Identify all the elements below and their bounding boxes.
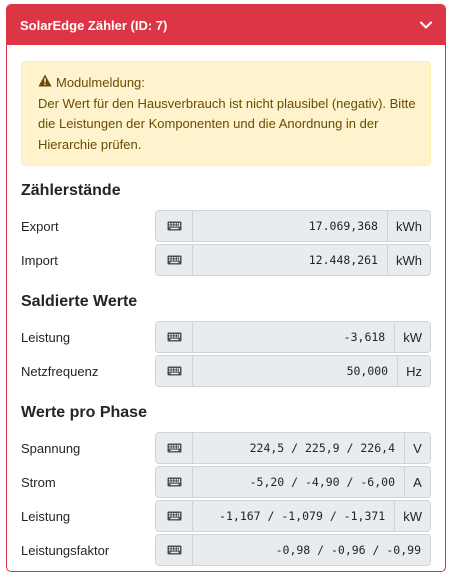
row-power-factor bbox=[21, 533, 431, 567]
row-label: Strom bbox=[21, 474, 56, 490]
field-unit: kW bbox=[394, 322, 430, 352]
power-factor-field[interactable] bbox=[155, 534, 431, 566]
field-unit: kWh bbox=[387, 211, 430, 241]
alert-title-row bbox=[38, 73, 416, 94]
solaredge-meter-card bbox=[6, 4, 446, 572]
import-field[interactable] bbox=[155, 244, 431, 276]
field-value: 224,5 / 225,9 / 226,4 bbox=[193, 433, 404, 463]
row-label: Leistungsfaktor bbox=[21, 542, 110, 558]
row-label: Export bbox=[21, 218, 59, 234]
row-label: Leistung bbox=[21, 329, 71, 345]
keyboard-icon bbox=[156, 245, 193, 275]
keyboard-icon bbox=[156, 467, 193, 497]
field-value: 17.069,368 bbox=[193, 211, 387, 241]
keyboard-icon bbox=[156, 433, 193, 463]
frequency-field[interactable] bbox=[155, 355, 431, 387]
field-unit: kWh bbox=[387, 245, 430, 275]
row-label: Netzfrequenz bbox=[21, 363, 99, 379]
field-unit: kW bbox=[394, 501, 430, 531]
voltage-field[interactable] bbox=[155, 432, 431, 464]
net-power-field[interactable] bbox=[155, 321, 431, 353]
field-unit: A bbox=[404, 467, 430, 497]
field-unit: V bbox=[404, 433, 430, 463]
field-value: 50,000 bbox=[193, 356, 397, 386]
field-value: -5,20 / -4,90 / -6,00 bbox=[193, 467, 404, 497]
current-field[interactable] bbox=[155, 466, 431, 498]
row-voltage bbox=[21, 431, 431, 465]
card-title: SolarEdge Zähler (ID: 7) bbox=[20, 17, 168, 33]
keyboard-icon bbox=[156, 322, 193, 352]
alert-title: Modulmeldung: bbox=[56, 75, 145, 90]
keyboard-icon bbox=[156, 535, 193, 565]
phase-power-field[interactable] bbox=[155, 500, 431, 532]
row-net-power bbox=[21, 320, 431, 354]
field-value: 12.448,261 bbox=[193, 245, 387, 275]
row-frequency bbox=[21, 354, 431, 388]
row-phase-power bbox=[21, 499, 431, 533]
field-unit: Hz bbox=[397, 356, 430, 386]
row-label: Import bbox=[21, 252, 58, 268]
card-header[interactable] bbox=[7, 5, 445, 45]
field-value: -3,618 bbox=[193, 322, 394, 352]
section-title-phase: Werte pro Phase bbox=[21, 404, 147, 421]
section-title-net: Saldierte Werte bbox=[21, 293, 138, 310]
card-body bbox=[7, 45, 445, 567]
section-title-meter: Zählerstände bbox=[21, 182, 121, 199]
row-export bbox=[21, 209, 431, 243]
keyboard-icon bbox=[156, 211, 193, 241]
field-value: -1,167 / -1,079 / -1,371 bbox=[193, 501, 394, 531]
alert-message: Der Wert für den Hausverbrauch ist nicht plausibel (negativ). Bitte die Leistungen der Komponenten und die Anordnung in der Hierarchie prüfen. bbox=[38, 95, 416, 152]
export-field[interactable] bbox=[155, 210, 431, 242]
module-alert bbox=[21, 61, 431, 166]
chevron-down-icon[interactable] bbox=[419, 18, 433, 32]
row-current bbox=[21, 465, 431, 499]
keyboard-icon bbox=[156, 356, 193, 386]
row-label: Leistung bbox=[21, 508, 71, 524]
row-import bbox=[21, 243, 431, 277]
field-value: -0,98 / -0,96 / -0,99 bbox=[193, 535, 430, 565]
warning-triangle-icon bbox=[38, 73, 52, 94]
keyboard-icon bbox=[156, 501, 193, 531]
row-label: Spannung bbox=[21, 440, 81, 456]
